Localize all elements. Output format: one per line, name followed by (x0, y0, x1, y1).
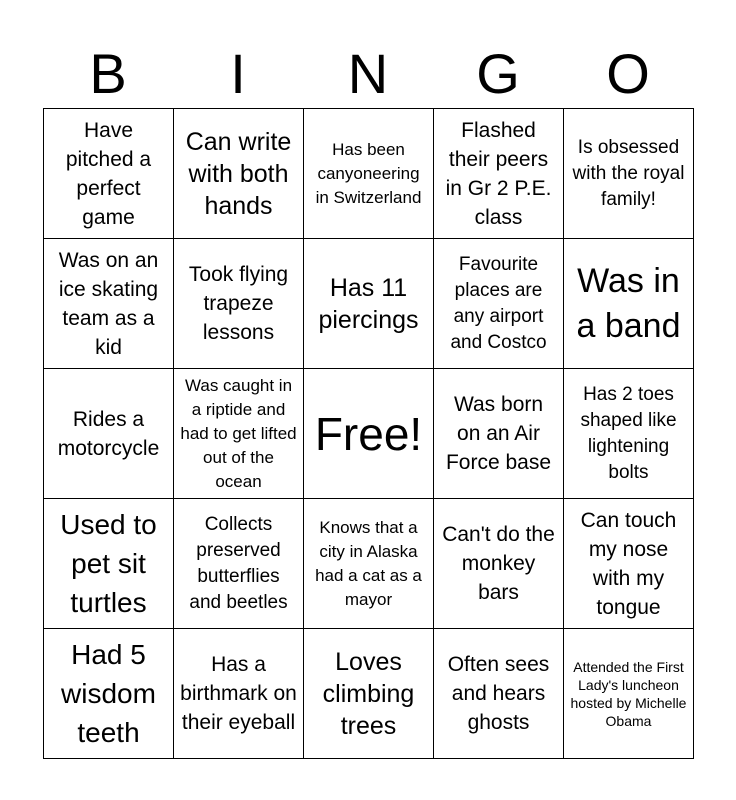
bingo-cell-text: Is obsessed with the royal family! (572, 136, 685, 210)
bingo-cell[interactable] (174, 369, 304, 499)
bingo-cell-text: Was in a band (576, 261, 681, 345)
bingo-cell-text: Has been canyoneering in Switzerland (315, 139, 422, 207)
header-letter-g: G (476, 42, 520, 105)
bingo-cell[interactable] (434, 239, 564, 369)
bingo-cell-text: Knows that a city in Alaska had a cat as a mayor (315, 517, 422, 609)
bingo-cell-text: Used to pet sit turtles (60, 509, 157, 618)
bingo-cell-text: Rides a motorcycle (57, 407, 160, 460)
bingo-cell[interactable] (44, 109, 174, 239)
bingo-cell-text: Have pitched a perfect game (65, 118, 152, 229)
bingo-cell[interactable] (304, 109, 434, 239)
bingo-cell[interactable] (174, 629, 304, 759)
bingo-cell[interactable] (564, 629, 694, 759)
header-letter-n: N (347, 42, 389, 105)
bingo-cell[interactable] (434, 499, 564, 629)
bingo-cell[interactable] (564, 369, 694, 499)
bingo-cell-text: Attended the First Lady's luncheon hosted by Michelle Obama (570, 658, 687, 729)
bingo-cell-text: Has 2 toes shaped like lightening bolts (580, 383, 677, 483)
bingo-cell[interactable] (44, 369, 174, 499)
bingo-cell[interactable] (44, 499, 174, 629)
bingo-cell-text: Often sees and hears ghosts (447, 653, 550, 734)
bingo-cell-text: Has 11 piercings (318, 273, 419, 334)
bingo-cell-text: Flashed their peers in Gr 2 P.E. class (445, 118, 552, 229)
bingo-cell[interactable] (44, 629, 174, 759)
free-space-text: Free! (314, 407, 423, 460)
header-letter-o: O (606, 42, 650, 105)
bingo-cell[interactable] (304, 629, 434, 759)
bingo-cell[interactable] (304, 239, 434, 369)
bingo-cell[interactable] (434, 109, 564, 239)
bingo-cell-text: Had 5 wisdom teeth (61, 639, 156, 748)
bingo-cell-text: Was on an ice skating team as a kid (58, 248, 159, 359)
bingo-cell[interactable] (564, 499, 694, 629)
bingo-cell-text: Was born on an Air Force base (445, 393, 552, 474)
bingo-cell[interactable] (174, 239, 304, 369)
bingo-cell[interactable] (304, 499, 434, 629)
bingo-header (43, 40, 693, 108)
bingo-cell-text: Can't do the monkey bars (442, 523, 555, 604)
bingo-cell[interactable] (174, 499, 304, 629)
bingo-cell[interactable] (434, 629, 564, 759)
bingo-cell-text: Collects preserved butterflies and beetles (189, 513, 288, 613)
bingo-card-grid (43, 108, 694, 759)
bingo-cell-text: Has a birthmark on their eyeball (180, 653, 297, 734)
bingo-cell-text: Favourite places are any airport and Costco (450, 253, 547, 353)
bingo-cell[interactable] (174, 109, 304, 239)
bingo-cell[interactable] (564, 239, 694, 369)
header-letter-b: B (89, 42, 127, 105)
bingo-cell-text: Took flying trapeze lessons (188, 263, 289, 344)
bingo-cell[interactable] (564, 109, 694, 239)
bingo-cell-text: Can touch my nose with my tongue (580, 508, 677, 619)
free-space-cell[interactable] (304, 369, 434, 499)
bingo-cell-text: Was caught in a riptide and had to get lifted out of the ocean (180, 375, 297, 491)
bingo-cell-text: Can write with both hands (185, 127, 292, 220)
bingo-cell[interactable] (44, 239, 174, 369)
header-letter-i: I (230, 42, 246, 105)
bingo-cell[interactable] (434, 369, 564, 499)
bingo-cell-text: Loves climbing trees (322, 647, 415, 740)
